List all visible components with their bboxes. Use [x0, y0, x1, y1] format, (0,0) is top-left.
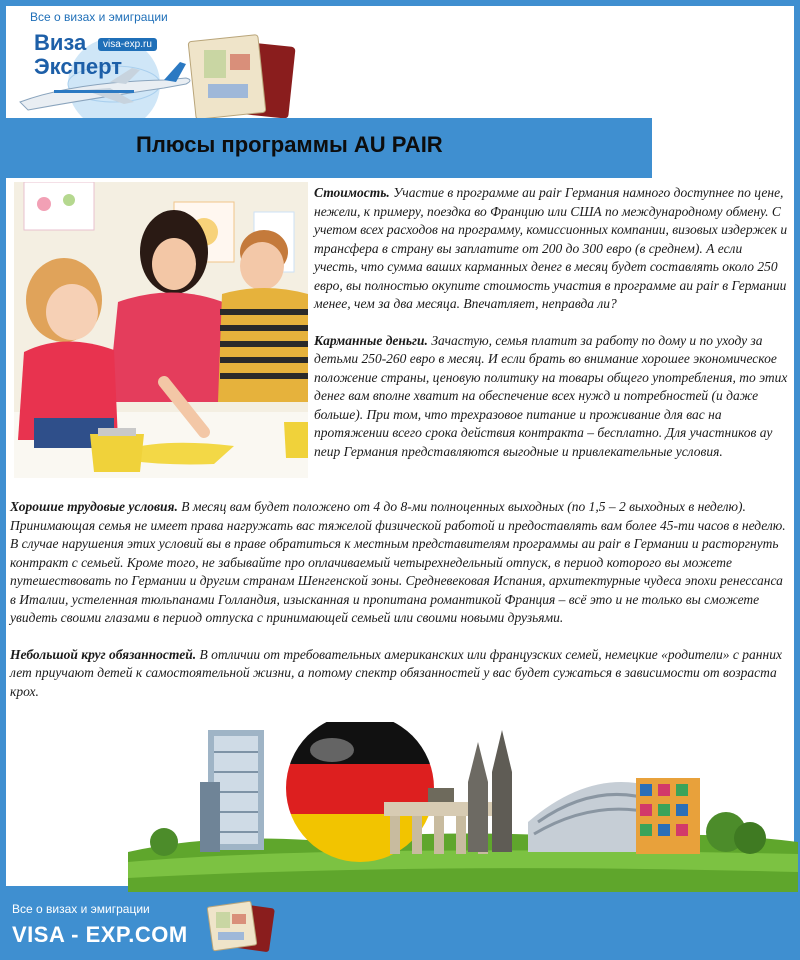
section-heading: Хорошие трудовые условия.	[10, 499, 178, 514]
section-working-conditions	[10, 498, 788, 628]
text-column-right	[314, 184, 788, 479]
section-cost	[314, 184, 788, 314]
section-heading: Стоимость.	[314, 185, 390, 200]
site-logo[interactable]	[14, 24, 314, 120]
logo-word-visa: Виза	[34, 30, 87, 55]
section-text: В отличии от требовательных американских или французских семей, немецкие «родители» с ранних лет приучают детей к самостоятельной жизни, а потому спектр обязанностей у вас будет сужаться в зависимости от возраста крох.	[10, 646, 782, 699]
germany-skyline-illustration	[128, 722, 798, 892]
header	[6, 6, 794, 122]
passport-icon	[14, 24, 314, 120]
header-tagline: Все о визах и эмиграции	[30, 10, 168, 24]
section-text: Зачастую, семья платит за работу по дому и по уходу за детьми 250-260 евро в месяц. И если брать во внимание хорошее экономическое положение страны, ценовую политику на товары общего употребления, то этих денег вам вполне хватит на обеспечение всех нужд и потребностей (и даже больше). При том, что трехразовое питание и проживание для вас на протяжении всего срока действия контракта – бесплатно. Для участников ау пеир Германия представляются выгодные и привлекательные условия.	[314, 332, 788, 459]
text-column-full	[10, 498, 788, 719]
logo-word-expert: Эксперт	[34, 54, 123, 79]
logo-url: visa-exp.ru	[98, 38, 157, 51]
passport-icon	[206, 900, 276, 952]
section-text: Участие в программе au pair Германия намного доступнее по цене, нежели, к примеру, поездка во Францию или США по международному обмену. С учетом всех расходов на программу, комиссионных компании, визовых издержек и трансфера в страну вы заплатите от 200 до 300 евро (в среднем). А если учесть, что сумма ваших карманных денег в месяц будет составлять около 250 евро, вы полностью окупите стоимость участия в программе au pair в Германии менее, чем за два месяца. Впечатляет, неправда ли?	[314, 185, 788, 311]
children-painting-photo	[14, 182, 308, 478]
section-text: В месяц вам будет положено от 4 до 8-ми полноценных выходных (по 1,5 – 2 выходных в неделю). Принимающая семья не имеет права нагружать вас тяжелой физической работой и предоставлять вам более 45-ти часов в неделю. В случае нарушения этих условий вы в праве обратиться к местным представителям программы au pair в Германии и расторгнуть контракт с семьей. Кроме того, не забывайте про оплачиваемый четырехнедельный отпуск, в период которого вы можете путешествовать по Германии и другим странам Шенгенской зоны. Средневековая Испания, архитектурные чудеса эпохи ренессанса в Италии, устеленная тюльпанами Голландия, изысканная и пропитана романтикой Франция – всё это и не только вы сможете увидеть своими глазами в период отпуска с принимающей семьей или своими новыми друзьями.	[10, 499, 786, 625]
section-duties	[10, 646, 788, 702]
section-heading: Небольшой круг обязанностей.	[10, 646, 197, 662]
section-pocket-money	[314, 332, 788, 462]
footer-tagline: Все о визах и эмиграции	[12, 902, 150, 916]
section-heading: Карманные деньги.	[314, 332, 428, 348]
footer-brand[interactable]: VISA - EXP.COM	[12, 922, 188, 947]
page-title: Плюсы программы AU PAIR	[136, 132, 443, 157]
